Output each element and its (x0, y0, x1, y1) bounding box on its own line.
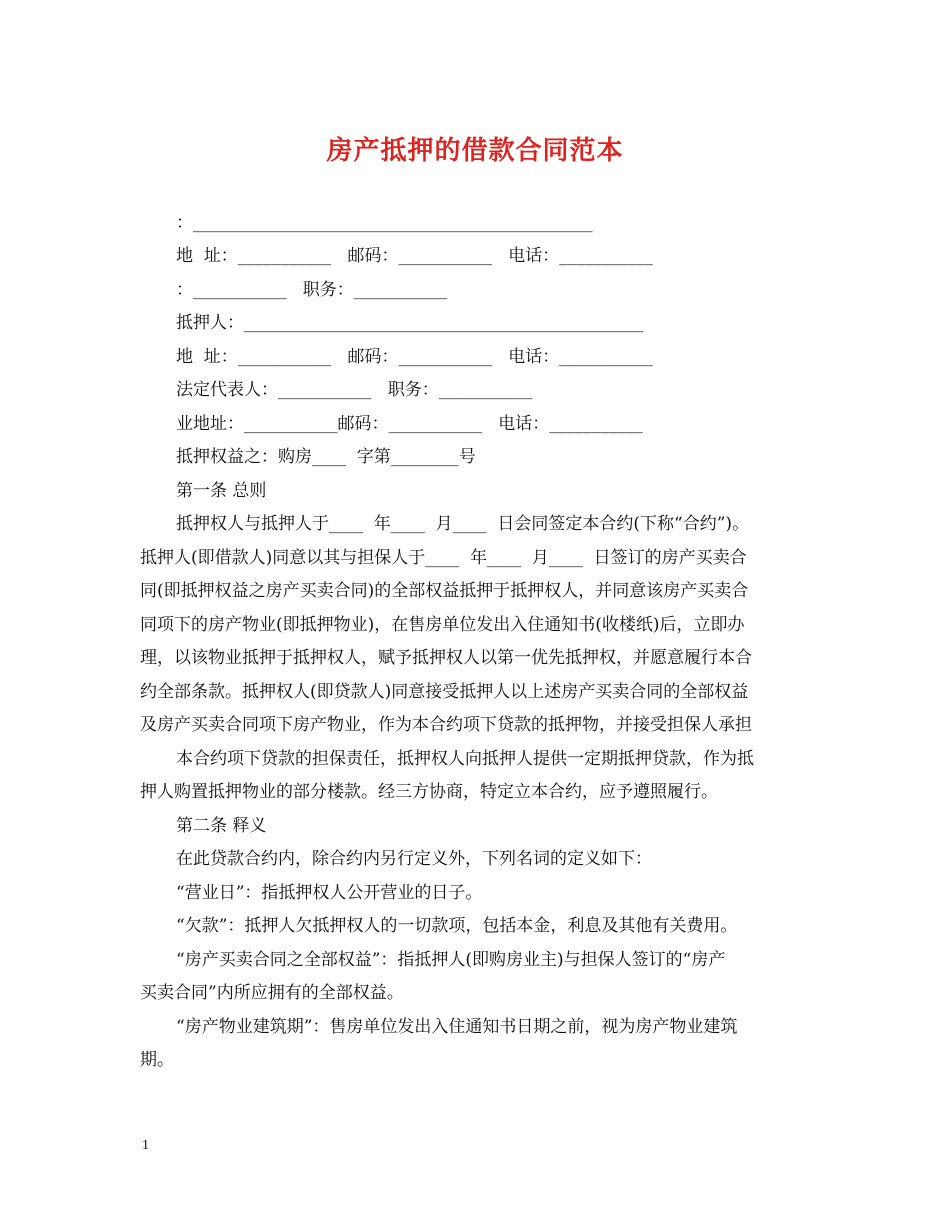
paragraph-line: “营业日”：指抵押权人公开营业的日子。 (176, 883, 483, 903)
paragraph-line: 抵押权人与抵押人于____ 年____ 月____ 日会同签定本合约(下称“合约”)。 (176, 514, 750, 534)
header-field: ：_______________________________________________ (176, 213, 593, 233)
header-field: 业地址：___________邮码：___________ 电话：___________ (176, 414, 643, 434)
document-title: 房产抵押的借款合同范本 (326, 136, 624, 166)
header-field: 法定代表人：___________ 职务：___________ (176, 380, 533, 400)
page-number: 1 (142, 1138, 149, 1153)
paragraph-line: 同(即抵押权益之房产买卖合同)的全部权益抵押于抵押权人，并同意该房产买卖合 (140, 581, 749, 601)
paragraph-line: 约全部条款。抵押权人(即贷款人)同意接受抵押人以上述房产买卖合同的全部权益 (140, 682, 749, 702)
paragraph-line: 期。 (140, 1050, 174, 1070)
paragraph-line: “房产买卖合同之全部权益”：指抵押人(即购房业主)与担保人签订的“房产 (176, 950, 726, 970)
paragraph-line: 在此贷款合约内，除合约内另行定义外，下列名词的定义如下： (176, 849, 652, 869)
paragraph-line: 同项下的房产物业(即抵押物业)，在售房单位发出入住通知书(收楼纸)后，立即办 (140, 615, 745, 635)
paragraph-line: 买卖合同”内所应拥有的全部权益。 (140, 983, 404, 1003)
paragraph-line: 抵押人(即借款人)同意以其与担保人于____ 年____ 月____ 日签订的房产买卖合 (140, 548, 747, 568)
header-field: 抵押人：_______________________________________________ (176, 313, 644, 333)
article-heading: 第一条 总则 (176, 481, 267, 501)
article-heading: 第二条 释义 (176, 816, 267, 836)
paragraph-line: 理，以该物业抵押于抵押权人，赋予抵押权人以第一优先抵押权，并愿意履行本合 (140, 648, 752, 668)
paragraph-line: 本合约项下贷款的担保责任，抵押权人向抵押人提供一定期抵押贷款，作为抵 (176, 749, 754, 769)
paragraph-line: “欠款”：抵押人欠抵押权人的一切款项，包括本金，利息及其他有关费用。 (176, 916, 738, 936)
paragraph-line: 及房产买卖合同项下房产物业，作为本合约项下贷款的抵押物，并接受担保人承担 (140, 715, 752, 735)
paragraph-line: 押人购置抵押物业的部分楼款。经三方协商，特定立本合约，应予遵照履行。 (140, 782, 718, 802)
header-field: 抵押权益之：购房____ 字第________号 (176, 447, 476, 467)
paragraph-line: “房产物业建筑期”：售房单位发出入住通知书日期之前，视为房产物业建筑 (176, 1017, 738, 1037)
header-field: 地 址：___________ 邮码：___________ 电话：___________ (176, 246, 653, 266)
header-field: 地 址：___________ 邮码：___________ 电话：___________ (176, 347, 653, 367)
header-field: ：___________ 职务：___________ (176, 280, 448, 300)
